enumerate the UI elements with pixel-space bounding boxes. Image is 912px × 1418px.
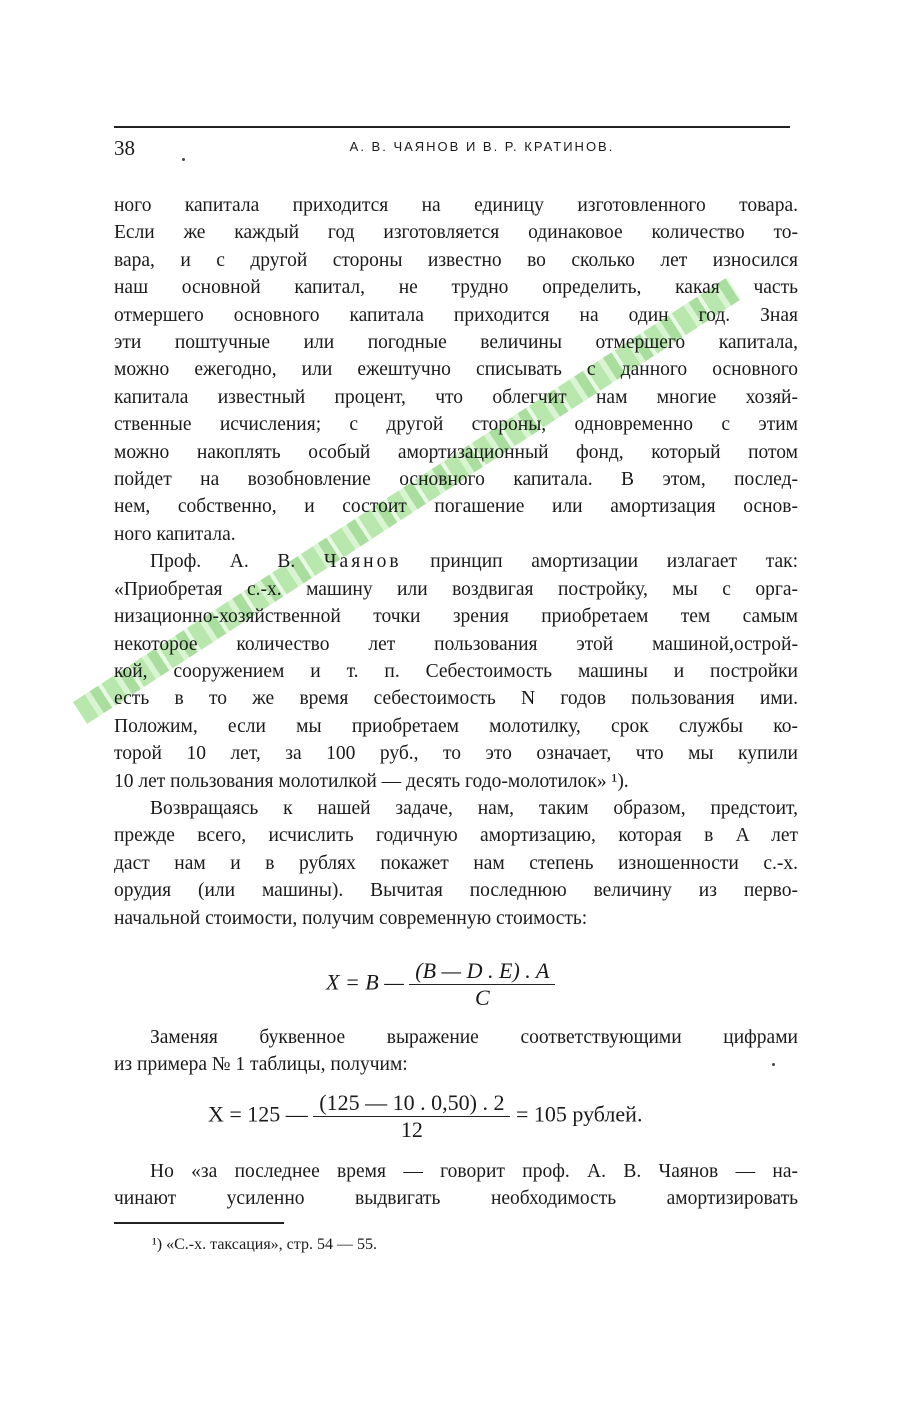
- scan-speck: [182, 158, 185, 161]
- formula-numerator: (125 — 10 . 0,50) . 2: [313, 1090, 510, 1117]
- text-line: капитала известный процент, что облегчит нам многие хозяй-: [114, 386, 798, 408]
- main-text-continued: [114, 1024, 798, 1079]
- paragraph-3: [114, 795, 798, 932]
- text-line: [114, 548, 798, 575]
- paragraph-5: [114, 1158, 798, 1213]
- text-line: Возвращаясь к нашей задаче, нам, таким образом, предстоит,: [150, 797, 798, 819]
- main-text-final: [114, 1158, 798, 1213]
- formula-result: = 105 рублей.: [515, 1101, 643, 1127]
- text-line: ственные исчисления; с другой стороны, одновременно с этим: [114, 414, 798, 436]
- text-line: отмершего основного капитала приходится на один год. Зная: [114, 304, 798, 326]
- text-line: ного капитала.: [114, 523, 236, 545]
- text-line: наш основной капитал, не трудно определить, какая часть: [114, 277, 798, 299]
- text-line: можно ежегодно, или ежештучно списывать с данного основного: [114, 359, 798, 381]
- text-line: низационно-хозяйственной точки зрения приобретаем тем самым: [114, 606, 798, 628]
- text-line: эти поштучные или погодные величины отмершего капитала,: [114, 332, 798, 354]
- text-line: торой 10 лет, за 100 руб., то это означает, что мы купили: [114, 743, 798, 765]
- paragraph-1: [114, 192, 798, 548]
- text-line: можно накоплять особый амортизационный фонд, который потом: [114, 441, 798, 463]
- formula-numerator: (B — D . E) . A: [409, 958, 555, 985]
- text-line: чинают усиленно выдвигать необходимость амортизировать: [114, 1188, 798, 1210]
- footnote-divider: [114, 1222, 284, 1224]
- page-header: [114, 126, 790, 168]
- formula-fraction: [313, 1090, 510, 1143]
- text-line: есть в то же время себестоимость N годов пользования ими.: [114, 688, 798, 710]
- formula-fraction: [409, 958, 555, 1011]
- text-line: орудия (или машины). Вычитая последнюю величину из перво-: [114, 880, 798, 902]
- footnote: ¹) «С.-х. таксация», стр. 54 — 55.: [152, 1236, 377, 1253]
- formula-denominator: 12: [400, 1117, 423, 1142]
- text-line: Положим, если мы приобретаем молотилку, срок службы ко-: [114, 715, 798, 737]
- formula-lhs: X = B —: [326, 969, 404, 995]
- formula-denominator: C: [474, 985, 490, 1010]
- text-line: нем, собственно, и состоит погашение или амортизация основ-: [114, 496, 798, 518]
- text-line: ного капитала приходится на единицу изготовленного товара.: [114, 195, 798, 216]
- text-line: даст нам и в рублях покажет нам степень изношенности с.-х.: [114, 852, 798, 874]
- running-head: А. В. ЧАЯНОВ И В. Р. КРАТИНОВ.: [349, 139, 615, 154]
- formula-numeric: [208, 1090, 642, 1143]
- text-line: 10 лет пользования молотилкой — десять годо-молотилок» ¹).: [114, 770, 629, 792]
- paragraph-4: [114, 1024, 798, 1079]
- text-line: «Приобретая с.-х. машину или воздвигая постройку, мы с орга-: [114, 578, 798, 600]
- text-line: некоторое количество лет пользования этой машиной,острой-: [114, 633, 798, 655]
- author-name: Чаянов: [323, 551, 402, 573]
- text-line: Заменяя буквенное выражение соответствующими цифрами: [150, 1027, 798, 1048]
- page-number: 38: [114, 136, 135, 160]
- main-text: [114, 192, 798, 932]
- text-line: из примера № 1 таблицы, получим:: [114, 1054, 408, 1076]
- formula-general: [326, 958, 555, 1011]
- text-fragment: принцип амортизации излагает так:: [430, 551, 799, 573]
- author-initials: Проф. А. В.: [150, 551, 296, 573]
- text-line: кой, сооружением и т. п. Себестоимость машины и постройки: [114, 660, 798, 682]
- text-line: прежде всего, исчислить годичную амортизацию, которая в A лет: [114, 825, 798, 847]
- text-line: пойдет на возобновление основного капитала. В этом, послед-: [114, 469, 798, 491]
- text-line: Если же каждый год изготовляется одинаковое количество то-: [114, 222, 798, 244]
- text-line: вара, и с другой стороны известно во сколько лет износился: [114, 249, 798, 271]
- text-line: начальной стоимости, получим современную стоимость:: [114, 907, 588, 929]
- paragraph-2: [114, 548, 798, 795]
- text-line: Но «за последнее время — говорит проф. А. В. Чаянов — на-: [150, 1161, 798, 1182]
- formula-lhs: X = 125 —: [208, 1101, 308, 1127]
